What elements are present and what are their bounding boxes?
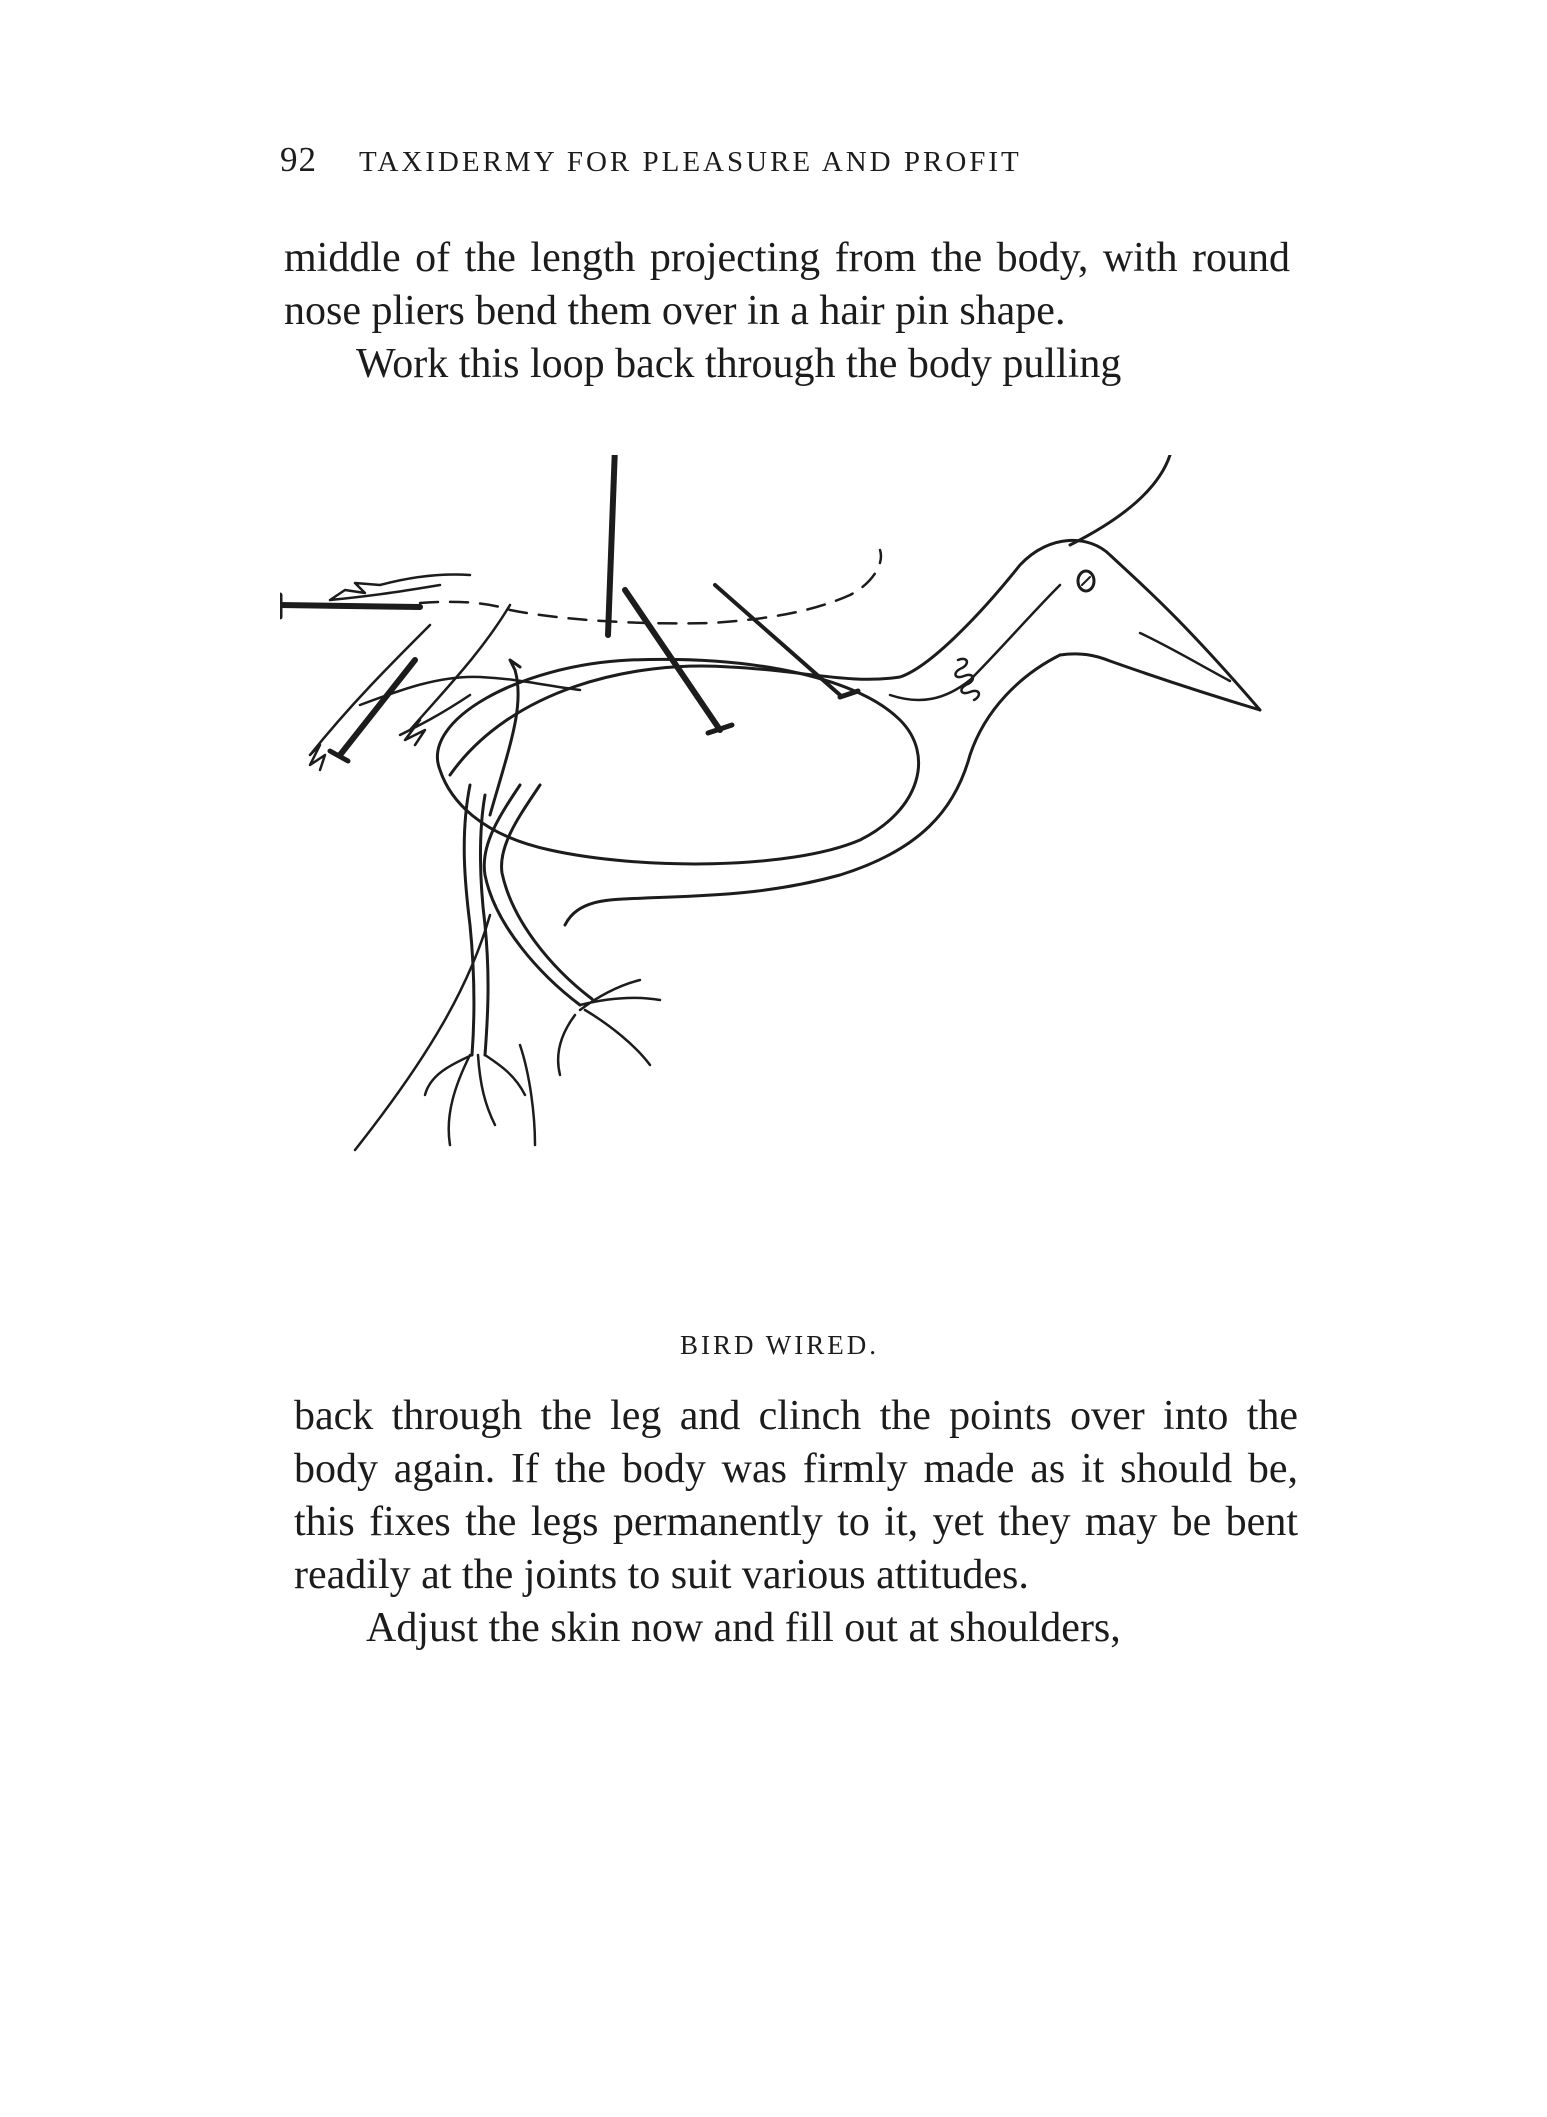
left-leg (464, 785, 474, 1055)
bird-neck-inner (890, 585, 1060, 700)
dashed-body-wire (420, 550, 881, 623)
body-text-top (284, 232, 1290, 391)
bird-tail (330, 574, 470, 600)
bird-wing (310, 625, 580, 770)
bird-wired-illustration (280, 455, 1300, 1325)
paragraph-work-loop: Work this loop back through the body pulling (356, 341, 1122, 387)
left-foot (425, 1055, 525, 1145)
right-foot (558, 980, 660, 1075)
body-text-bottom (294, 1390, 1298, 1655)
page-number: 92 (280, 140, 317, 179)
paragraph-continued: middle of the length projecting from the body, with round nose pliers bend them over in a hair pin shape. (284, 235, 1290, 334)
paragraph-adjust-skin: Adjust the skin now and fill out at shoulders, (366, 1605, 1121, 1651)
right-foot-toe (520, 1045, 535, 1145)
head-wire (1070, 455, 1170, 545)
left-foot-outer (355, 915, 490, 1150)
bird-beak-line (1140, 633, 1230, 681)
running-header (280, 140, 1022, 180)
neck-wire-lower (715, 585, 840, 695)
tail-wire (280, 605, 420, 607)
bird-tail-upper (280, 755, 450, 775)
bird-outline-back (450, 540, 1260, 775)
neck-wire-coil (955, 659, 979, 700)
bird-outline-breast (565, 655, 1060, 925)
paragraph-back-through-leg: back through the leg and clinch the points over into the body again. If the body was firmly made as it should be, this fixes the legs permanently to it, yet they may be bent readily at the joints to suit various attitudes. (294, 1393, 1298, 1598)
back-wire (608, 455, 616, 635)
bird-tail-feathers (400, 605, 510, 745)
right-leg-inner (502, 785, 592, 999)
figure-caption: BIRD WIRED. (680, 1330, 879, 1360)
running-title: TAXIDERMY FOR PLEASURE AND PROFIT (359, 146, 1022, 178)
right-leg (484, 785, 580, 1005)
bird-wired-figure (280, 455, 1300, 1325)
